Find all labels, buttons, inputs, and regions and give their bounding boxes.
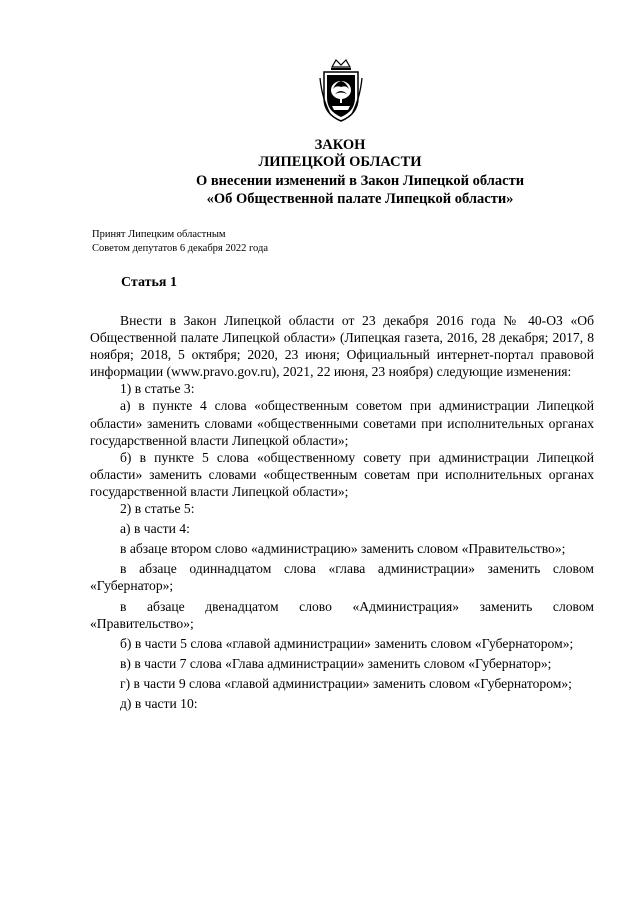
article-body: [90, 312, 594, 712]
paragraph: б) в части 5 слова «главой администрации» заменить словом «Губернатором»;: [120, 635, 574, 651]
law-region: ЛИПЕЦКОЙ ОБЛАСТИ: [258, 154, 422, 170]
paragraph: г) в части 9 слова «главой администрации» заменить словом «Губернатором»;: [120, 675, 572, 691]
paragraph: в абзаце одиннадцатом слова «глава администрации» заменить словом «Губернатор»;: [90, 561, 594, 594]
paragraph: б) в пункте 5 слова «общественному совету при администрации Липецкой области» заменить словами «общественным советам при исполнительных органах государственной власти Липецкой области»;: [90, 449, 594, 499]
adoption-line2: Советом депутатов 6 декабря 2022 года: [92, 242, 268, 254]
paragraph: д) в части 10:: [120, 695, 198, 711]
paragraph: 2) в статье 5:: [120, 501, 195, 517]
paragraph: Внести в Закон Липецкой области от 23 декабря 2016 года № 40-ОЗ «Об Общественной палате Липецкой области» (Липецкая газета, 2016, 28 декабря; 2017, 8 ноября; 2018, 5 октября; 2020, 23 июня; Официальный интернет-портал правовой информации (www.pravo.gov.ru), 2021, 22 июня, 23 ноября) следующие изменения:: [90, 313, 594, 380]
paragraph: а) в части 4:: [120, 521, 190, 537]
adoption-note: [92, 228, 268, 255]
law-title: ЗАКОН: [314, 137, 366, 153]
law-subtitle-line2: «Об Общественной палате Липецкой области»: [206, 191, 514, 207]
law-subtitle-line1: О внесении изменений в Закон Липецкой области: [195, 173, 525, 189]
paragraph: а) в пункте 4 слова «общественным советом при администрации Липецкой области» заменить словами «общественными советами при исполнительных органах государственной власти Липецкой области»;: [90, 398, 594, 448]
adoption-line1: Принят Липецким областным: [92, 229, 226, 240]
paragraph: в) в части 7 слова «Глава администрации» заменить словом «Губернатор»;: [120, 655, 552, 671]
paragraph: в абзаце втором слово «администрацию» заменить словом «Правительство»;: [120, 541, 566, 557]
paragraph: в абзаце двенадцатом слово «Администрация» заменить словом «Правительство»;: [90, 598, 594, 631]
coat-of-arms-emblem: [318, 58, 364, 124]
paragraph: 1) в статье 3:: [120, 381, 195, 397]
article-heading: Статья 1: [121, 275, 177, 290]
